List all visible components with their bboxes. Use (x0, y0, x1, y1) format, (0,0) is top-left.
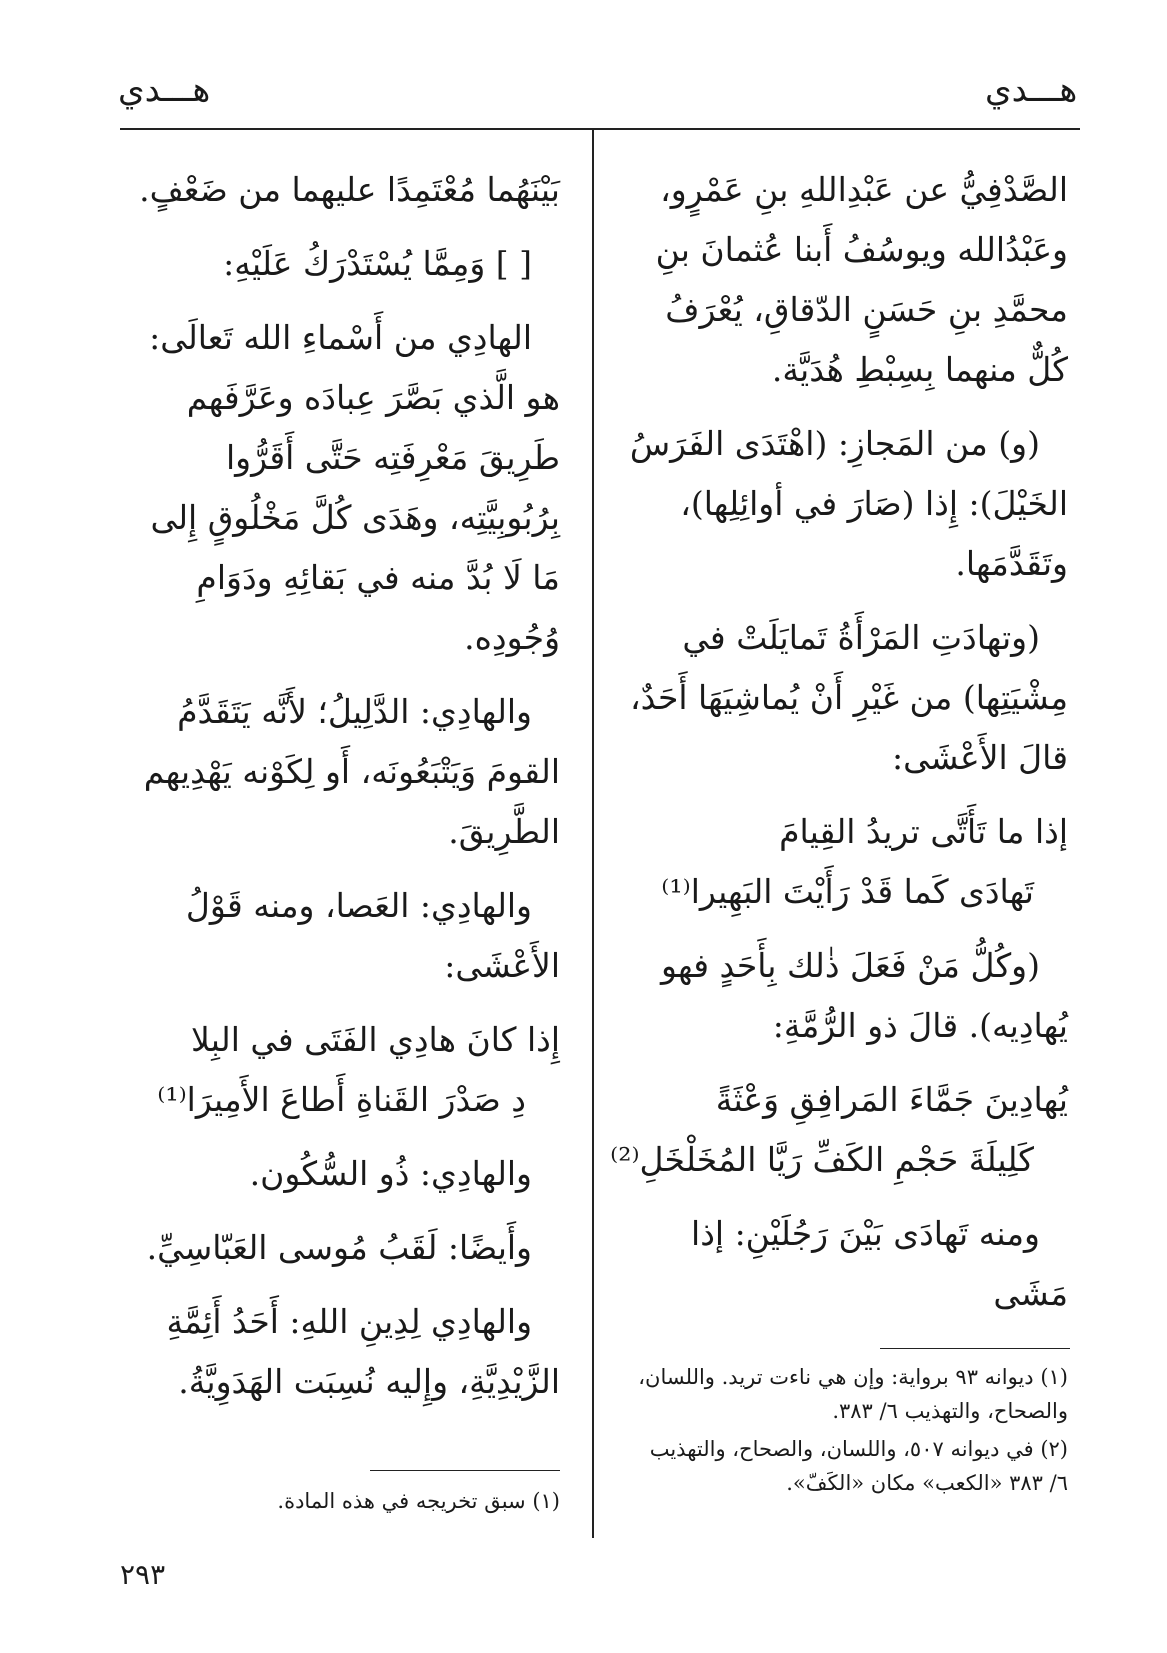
verse (120, 1010, 560, 1130)
page-number: ٢٩٣ (120, 1558, 166, 1591)
verse-line: كَلِيلَةَ حَجْمِ الكَفِّ رَيَّا المُخَلْخَلِ⁽²⁾ (610, 1140, 1034, 1179)
verse (610, 1070, 1068, 1190)
header-word-left: هـــدي (118, 70, 211, 110)
verse-line: إذا ما تَأَتَّى تريدُ القِيامَ (779, 812, 1068, 851)
verse-line: دِ صَدْرَ القَناةِ أَطاعَ الأَمِيرَا⁽¹⁾ (157, 1080, 526, 1119)
paragraph: (وتهادَتِ المَرْأَةُ تَمايَلَتْ في مِشْيَتِها) من غَيْرِ أَنْ يُماشِيَهَا أَحَدٌ، قالَ الأَعْشَى: (630, 618, 1068, 777)
right-column (610, 160, 1068, 1338)
paragraph: (وكُلُّ مَنْ فَعَلَ ذٰلك بِأَحَدٍ فهو يُهادِيه). قالَ ذو الرُّمَّةِ: (660, 946, 1068, 1045)
paragraph: الصَّدْفِيُّ عن عَبْدِاللهِ بنِ عَمْرٍو، وعَبْدُالله ويوسُفُ أَبنا عُثمانَ بنِ محمَّدِ بنِ حَسَنٍ الدّقاقِ، يُعْرَفُ كُلٌّ منهما بِسِبْطِ هُدَيَّة. (655, 170, 1068, 389)
verse-line: تَهادَى كَما قَدْ رَأَيْتَ البَهِيرا⁽¹⁾ (661, 872, 1034, 911)
paragraph: والهادِي: ذُو السُّكُون. (249, 1154, 532, 1193)
paragraph: والهادِي لِدِينِ اللهِ: أَحَدُ أَئِمَّةِ الزَّيْدِيَّةِ، وإِليه نُسِبَت الهَدَوِيَّةُ. (166, 1302, 560, 1401)
footnote: (٢) في ديوانه ٥٠٧، واللسان، والصحاح، والتهذيب ٦/ ٣٨٣ «الكعب» مكان «الكَفّ». (649, 1437, 1068, 1495)
verse-line: يُهادِينَ جَمَّاءَ المَرافِقِ وَعْثَةً (715, 1080, 1068, 1119)
header-word-right: هـــدي (985, 70, 1078, 110)
header-rule (120, 128, 1080, 130)
paragraph: (و) من المَجازِ: (اهْتَدَى الفَرَسُ الخَيْلَ): إِذا (صَارَ في أوائِلِها)، وتَقَدَّمَها. (629, 424, 1068, 583)
paragraph: الهادِي من أَسْماءِ الله تَعالَى: هو الَّذي بَصَّرَ عِبادَه وعَرَّفَهم طَرِيقَ مَعْرِفَتِه حَتَّى أَقَرُّوا بِرُبُوبِيَّتِه، وهَدَى كُلَّ مَخْلُوقٍ إِلى مَا لَا بُدَّ منه في بَقائِهِ ودَوَامِ وُجُودِه. (149, 318, 560, 657)
footnote: (١) سبق تخريجه في هذه المادة. (277, 1489, 560, 1513)
verse (628, 802, 1068, 922)
footnotes-left (120, 1484, 560, 1522)
paragraph: والهادِي: العَصا، ومنه قَوْلُ الأَعْشَى: (185, 886, 560, 985)
footnote-separator (370, 1470, 560, 1471)
left-column (120, 160, 560, 1426)
footnote: (١) ديوانه ٩٣ برواية: وإن هي ناءت تريد. واللسان، والصحاح، والتهذيب ٦/ ٣٨٣. (638, 1365, 1068, 1423)
column-divider (592, 128, 594, 1538)
verse-line: إِذا كانَ هادِي الفَتَى في البِلا (191, 1020, 560, 1059)
footnotes-right (628, 1360, 1068, 1504)
paragraph: والهادِي: الدَّلِيلُ؛ لأَنَّه يَتَقَدَّمُ القومَ وَيَتْبَعُونَه، أَو لِكَوْنه يَهْدِيهم الطَّرِيقَ. (143, 692, 560, 851)
section-heading: [ ] وَمِمَّا يُسْتَدْرَكُ عَلَيْهِ: (223, 244, 532, 283)
paragraph: بَيْنَهُما مُعْتَمِدًا عليهما من ضَعْفٍ. (139, 170, 560, 209)
paragraph: وأَيضًا: لَقَبُ مُوسى العَبّاسِيِّ. (146, 1228, 532, 1267)
footnote-separator (880, 1348, 1070, 1349)
paragraph: ومنه تَهادَى بَيْنَ رَجُلَيْنِ: إذا مَشَى (691, 1214, 1068, 1313)
